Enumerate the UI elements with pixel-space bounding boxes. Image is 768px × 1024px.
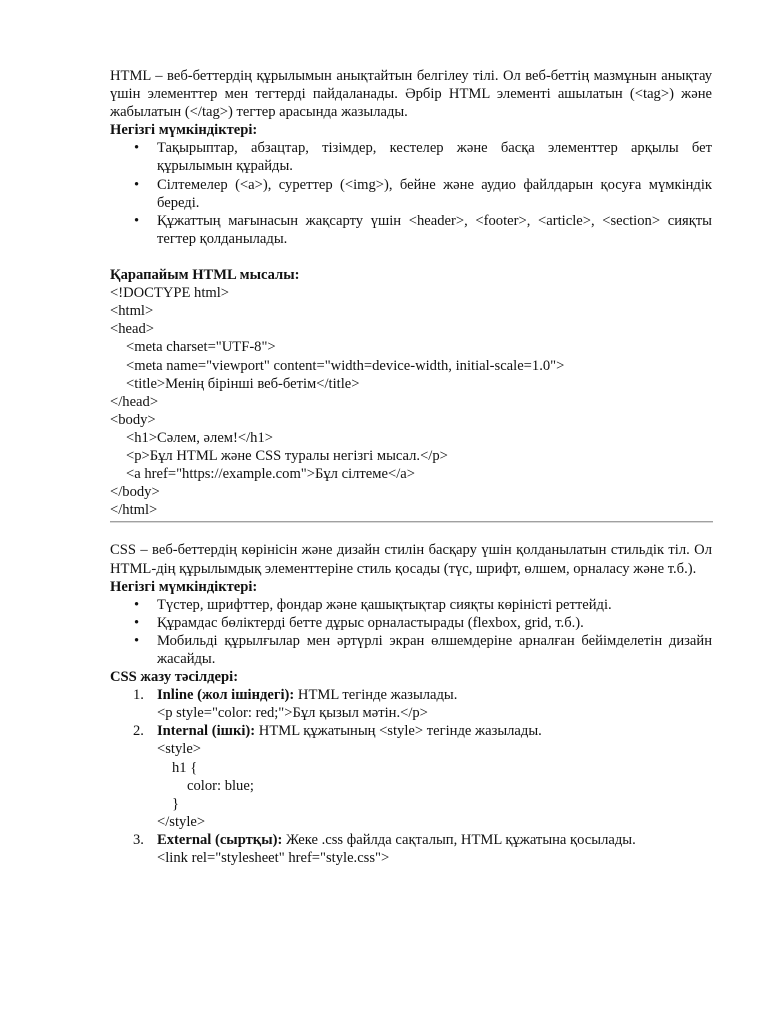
- code-line: <a href="https://example.com">Бұл сілтеме</a>: [126, 466, 415, 483]
- list-number: 2.: [133, 723, 144, 740]
- list-item: • Сілтемелер (<a>), суреттер (<img>), бейне және аудио файлдарын қосуға мүмкіндік береді.: [157, 176, 712, 212]
- method-title: Inline (жол ішіндегі):: [157, 687, 295, 704]
- list-item: • Құжаттың мағынасын жақсарту үшін <header>, <footer>, <article>, <section> сияқты тегтер қолданылады.: [157, 212, 712, 248]
- code-line: <title>Менің бірінші веб-бетім</title>: [126, 375, 360, 392]
- html-example-heading: Қарапайым HTML мысалы:: [110, 267, 300, 284]
- list-item: • Құрамдас бөліктерді бетте дұрыс орналастырады (flexbox, grid, т.б.).: [157, 614, 712, 632]
- code-line: <head>: [110, 321, 155, 338]
- list-number: 1.: [133, 687, 144, 704]
- html-features-heading: Негізгі мүмкіндіктері:: [110, 122, 258, 139]
- code-line: </body>: [110, 484, 160, 501]
- code-line: <link rel="stylesheet" href="style.css">: [157, 850, 390, 867]
- list-item: • Тақырыптар, абзацтар, тізімдер, кестелер және басқа элементтер арқылы бет құрылымын құрайды.: [157, 139, 712, 175]
- code-line: h1 {: [172, 759, 198, 776]
- method-description: HTML тегінде жазылады.: [294, 687, 458, 704]
- html-example-code: [110, 284, 712, 519]
- css-features-heading: Негізгі мүмкіндіктері:: [110, 578, 258, 595]
- code-line: </html>: [110, 502, 158, 519]
- css-features-list: [110, 596, 712, 668]
- method-title: Internal (ішкі):: [157, 723, 256, 740]
- code-line: <html>: [110, 303, 154, 320]
- list-item: [133, 722, 712, 831]
- css-methods-heading: CSS жазу тәсілдері:: [110, 669, 239, 686]
- list-item: [133, 686, 712, 722]
- code-line: <p>Бұл HTML және CSS туралы негізгі мысал.</p>: [126, 447, 448, 464]
- code-line: </head>: [110, 393, 159, 410]
- code-line: <!DOCTYPE html>: [110, 285, 230, 302]
- code-line: <p style="color: red;">Бұл қызыл мәтін.</p>: [157, 705, 428, 722]
- html-features-list: [110, 139, 712, 248]
- blank-line: [110, 523, 712, 541]
- code-line: <style>: [157, 741, 202, 758]
- method-description: Жеке .css файлда сақталып, HTML құжатына қосылады.: [282, 831, 636, 848]
- list-number: 3.: [133, 831, 144, 848]
- code-line: <meta charset="UTF-8">: [126, 339, 276, 356]
- document-page: [110, 67, 712, 867]
- code-line: }: [172, 795, 180, 812]
- list-item: • Түстер, шрифттер, фондар және қашықтықтар сияқты көріністі реттейді.: [157, 596, 712, 614]
- html-intro-paragraph: HTML – веб-беттердің құрылымын анықтайтын белгілеу тілі. Ол веб-беттің мазмұнын анықтау үшін элементтер мен тегтерді пайдаланады. Әрбір HTML элементі ашылатын (<tag>) және жабылатын (</tag>) тегтер арасында жазылады.: [110, 68, 712, 121]
- code-line: <meta name="viewport" content="width=device-width, initial-scale=1.0">: [126, 357, 565, 374]
- list-item: [133, 831, 712, 867]
- method-description: HTML құжатының <style> тегінде жазылады.: [255, 723, 542, 740]
- blank-line: [110, 248, 712, 266]
- css-methods-list: [110, 686, 712, 867]
- method-title: External (сыртқы):: [157, 831, 283, 848]
- code-line: <h1>Сәлем, әлем!</h1>: [126, 429, 273, 446]
- code-line: <body>: [110, 411, 156, 428]
- list-item: • Мобильді құрылғылар мен әртүрлі экран өлшемдеріне арналған бейімделетін дизайн жасайды.: [157, 632, 712, 668]
- code-line: </style>: [157, 813, 206, 830]
- code-line: color: blue;: [187, 777, 254, 794]
- css-intro-paragraph: CSS – веб-беттердің көрінісін және дизайн стилін басқару үшін қолданылатын стильдік тіл. Ол HTML-дің құрылымдық элементтеріне стиль қосады (түс, шрифт, өлшем, орналасу және т.б.).: [110, 542, 712, 577]
